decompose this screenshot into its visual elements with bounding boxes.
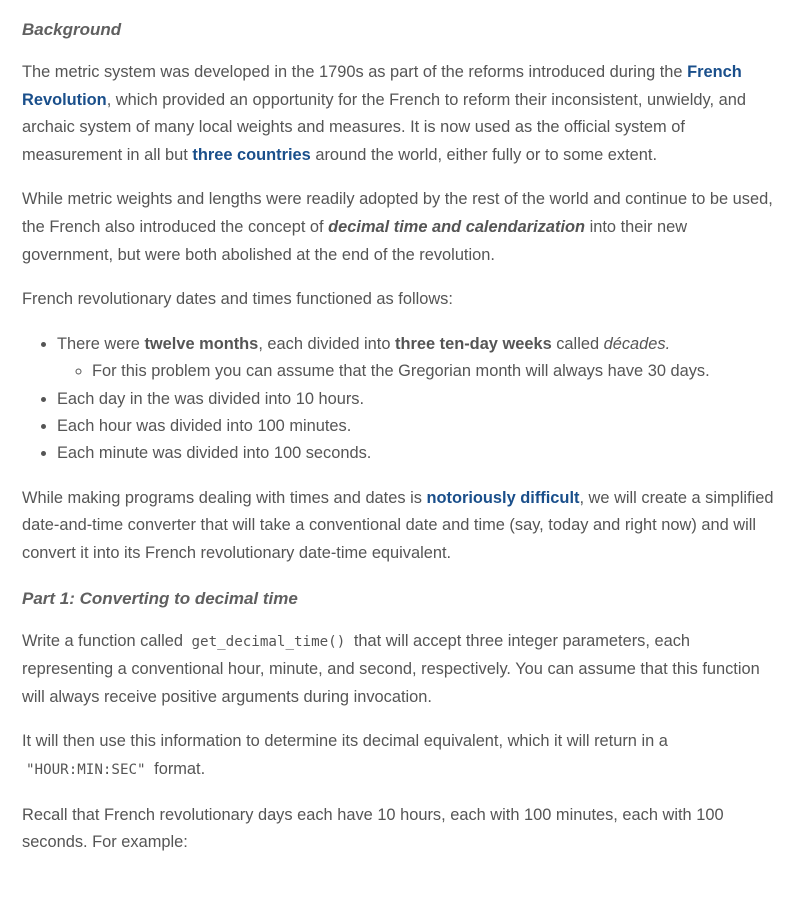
- part1-heading: Part 1: Converting to decimal time: [22, 588, 298, 608]
- text-span: that will accept three integer parameters, each representing a conventional hour, minute, and second, respectively. You can assume that this function will always receive positive arguments during invocation.: [22, 631, 760, 706]
- revolutionary-time-list: [22, 331, 775, 468]
- notoriously-difficult-link[interactable]: notoriously difficult: [426, 488, 580, 507]
- decimal-time-emphasis: decimal time and calendarization: [328, 217, 586, 236]
- french-revolution-link[interactable]: French Revolution: [22, 63, 742, 109]
- background-heading: Background: [22, 20, 122, 39]
- sub-list-item: ◦ For this problem you can assume that the Gregorian month will always have 30 days.: [92, 358, 775, 385]
- text-span: It will then use this information to determine its decimal equivalent, which it will return in a: [22, 732, 668, 751]
- part1-paragraph-3: Recall that French revolutionary days each have 10 hours, each with 100 minutes, each with 100 seconds. For example:: [22, 805, 724, 852]
- format-code: "HOUR:MIN:SEC": [26, 761, 146, 778]
- list-item: • Each hour was divided into 100 minutes.: [57, 413, 775, 440]
- part1-paragraph-1: [22, 628, 775, 712]
- three-ten-day-weeks-bold: three ten-day weeks: [395, 334, 552, 353]
- text-span: , each divided into: [258, 334, 395, 353]
- background-paragraph-1: [22, 59, 775, 169]
- function-name-code: get_decimal_time(): [191, 633, 346, 650]
- text-span: around the world, either fully or to some extent.: [310, 145, 658, 164]
- text-span: Write a function called: [22, 631, 188, 650]
- text-span: , we will create a simplified date-and-time converter that will take a conventional date and time (say, today and right now) and will convert it into its French revolutionary date-time equivalent.: [22, 488, 774, 562]
- background-paragraph-4: [22, 485, 775, 568]
- text-span: While making programs dealing with times and dates is: [22, 488, 427, 507]
- list-item: • Each day in the was divided into 10 hours.: [57, 386, 775, 413]
- background-paragraph-3: French revolutionary dates and times functioned as follows:: [22, 290, 453, 309]
- text-span: , which provided an opportunity for the French to reform their inconsistent, unwieldy, and archaic system of many local weights and measures. It is now used as the official system of measurement in all but: [22, 90, 746, 164]
- list-item: [57, 331, 775, 386]
- text-span: The metric system was developed in the 1790s as part of the reforms introduced during the: [22, 63, 688, 81]
- background-paragraph-2: [22, 186, 775, 269]
- list-item: • Each minute was divided into 100 seconds.: [57, 440, 775, 467]
- text-span: There were: [57, 334, 145, 353]
- text-span: format.: [149, 759, 206, 778]
- text-span: into their new government, but were both abolished at the end of the revolution.: [22, 217, 688, 264]
- text-span: While metric weights and lengths were readily adopted by the rest of the world and continue to be used, the French also introduced the concept of: [22, 190, 773, 236]
- three-countries-link[interactable]: three countries: [192, 145, 311, 164]
- decades-italic: décades.: [603, 334, 671, 353]
- part1-paragraph-2: [22, 728, 775, 784]
- sub-list: [57, 358, 775, 385]
- twelve-months-bold: twelve months: [144, 334, 259, 353]
- text-span: called: [551, 334, 604, 353]
